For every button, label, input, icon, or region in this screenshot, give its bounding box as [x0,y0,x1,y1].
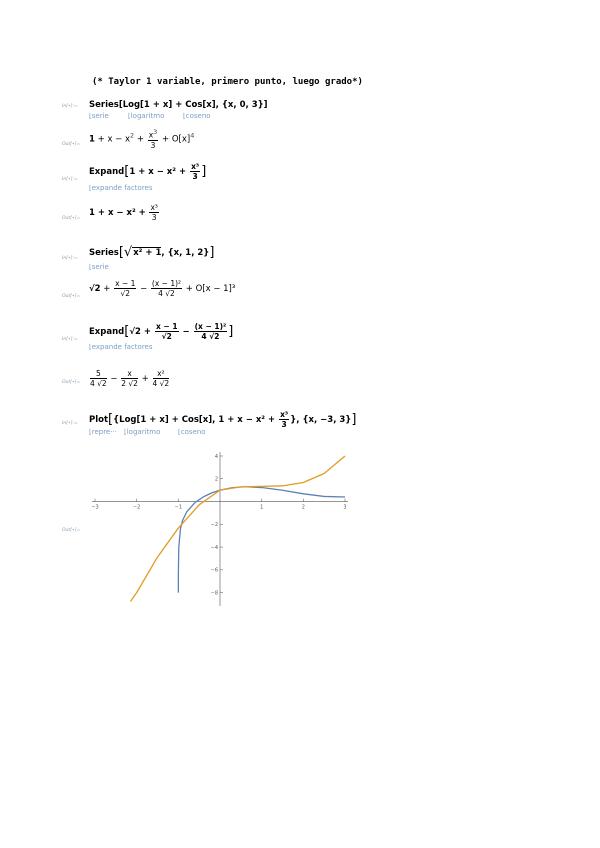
out1-exp: 2 [130,131,135,140]
y-tick-label: 4 [214,453,218,460]
y-tick-label: −2 [210,522,218,529]
output-label: Out[∙]= [62,528,81,533]
out1-term: + [136,134,145,145]
output-plot[interactable] [80,448,360,608]
y-tick-label: 2 [214,476,218,483]
hint-serie[interactable]: ⌊ serie [89,112,109,120]
out1-order-exp: 4 [190,131,195,140]
out4-fraction: $\frac{\text{x²}}{4 √2}$ [152,369,170,388]
out2-fraction: $\frac{\text{x³}}{3}$ [150,203,158,222]
plot-curves [130,453,345,602]
hint-repre[interactable]: ⌊ repre··· [89,428,117,436]
out1-order-term: + O[x] [162,134,191,145]
input-cell-plot[interactable]: Plot[{Log[1 + x] + Cos[x], 1 + x − x² + $\frac{\text{x³}}{3}$ }, {x, −3, 3}] [89,410,357,429]
hint-coseno[interactable]: ⌊ coseno [178,428,206,436]
out1-fraction: $\frac{x^3}{3}$ [148,128,158,150]
out3-order-term: + O[x − 1]³ [185,284,236,294]
input-label: In[∙]:= [62,421,78,426]
input-label: In[∙]:= [62,337,78,342]
input-cell-series-2[interactable]: Series[√x² + 1, {x, 1, 2}] [89,245,215,260]
x-tick-label: −2 [132,504,141,511]
input-cell-series-1[interactable]: Series[Log[1 + x] + Cos[x], {x, 0, 3}] [89,100,268,110]
output-cell-2[interactable] [89,203,160,222]
series-taylor-curve [130,453,345,602]
output-label: Out[∙]= [62,294,81,299]
hint-coseno[interactable]: ⌊ coseno [183,112,211,120]
output-cell-4[interactable]: $\frac{5}{4 √2}$ − $\frac{x}{2 √2}$ + $\frac{\text{x²}}{4 √2}$ [90,369,170,388]
hint-logaritmo[interactable]: ⌊ logaritmo [128,112,164,120]
input-cell-expand-2[interactable]: Expand[√2 + $\frac{x - 1}{√2}$ − $\frac{\text{(x − 1)²}}{4 √2}$ ] [89,322,234,341]
input-label: In[∙]:= [62,104,78,109]
out3-fraction: $\frac{\text{(x − 1)²}}{4 √2}$ [151,279,182,298]
out1-term: 1 [89,134,95,145]
output-cell-3[interactable]: √2 + $\frac{x - 1}{√2}$ − $\frac{\text{(x − 1)²}}{4 √2}$ + O[x − 1]³ [89,279,236,298]
x-tick-label: −1 [174,504,183,511]
output-cell-1[interactable] [89,128,194,150]
comment-cell[interactable]: (* Taylor 1 variable, primero punto, luego grado*) [92,77,363,87]
hint-serie[interactable]: ⌊ serie [89,263,109,271]
x-tick-label: 2 [301,504,305,511]
y-tick-label: −6 [210,567,218,574]
output-label: Out[∙]= [62,380,81,385]
hint-expande-factores[interactable]: ⌊ expande factores [89,343,153,351]
out1-term: + x − x [97,134,131,145]
out4-fraction: $\frac{5}{4 √2}$ [90,369,107,388]
y-tick-label: −8 [210,590,218,597]
input-label: In[∙]:= [62,256,78,261]
x-tick-label: 1 [260,504,264,511]
out3-fraction: $\frac{x - 1}{√2}$ [115,279,136,298]
input-label: In[∙]:= [62,177,78,182]
output-label: Out[∙]= [62,216,81,221]
hint-expande-factores[interactable]: ⌊ expande factores [89,184,153,192]
y-tick-label: −4 [210,544,218,551]
x-tick-label: −3 [91,504,99,511]
input-cell-expand-1[interactable]: Expand[1 + x − x² + $\frac{\text{x³}}{3}$ ] [89,162,207,181]
output-label: Out[∙]= [62,142,81,147]
hint-logaritmo[interactable]: ⌊ logaritmo [124,428,160,436]
x-tick-label: 3 [343,504,347,511]
out2-lead: 1 + x − x² + [89,208,146,218]
out4-fraction: $\frac{x}{2 √2}$ [121,369,138,388]
out3-term: √2 [89,284,101,294]
plot-axes [91,452,348,606]
